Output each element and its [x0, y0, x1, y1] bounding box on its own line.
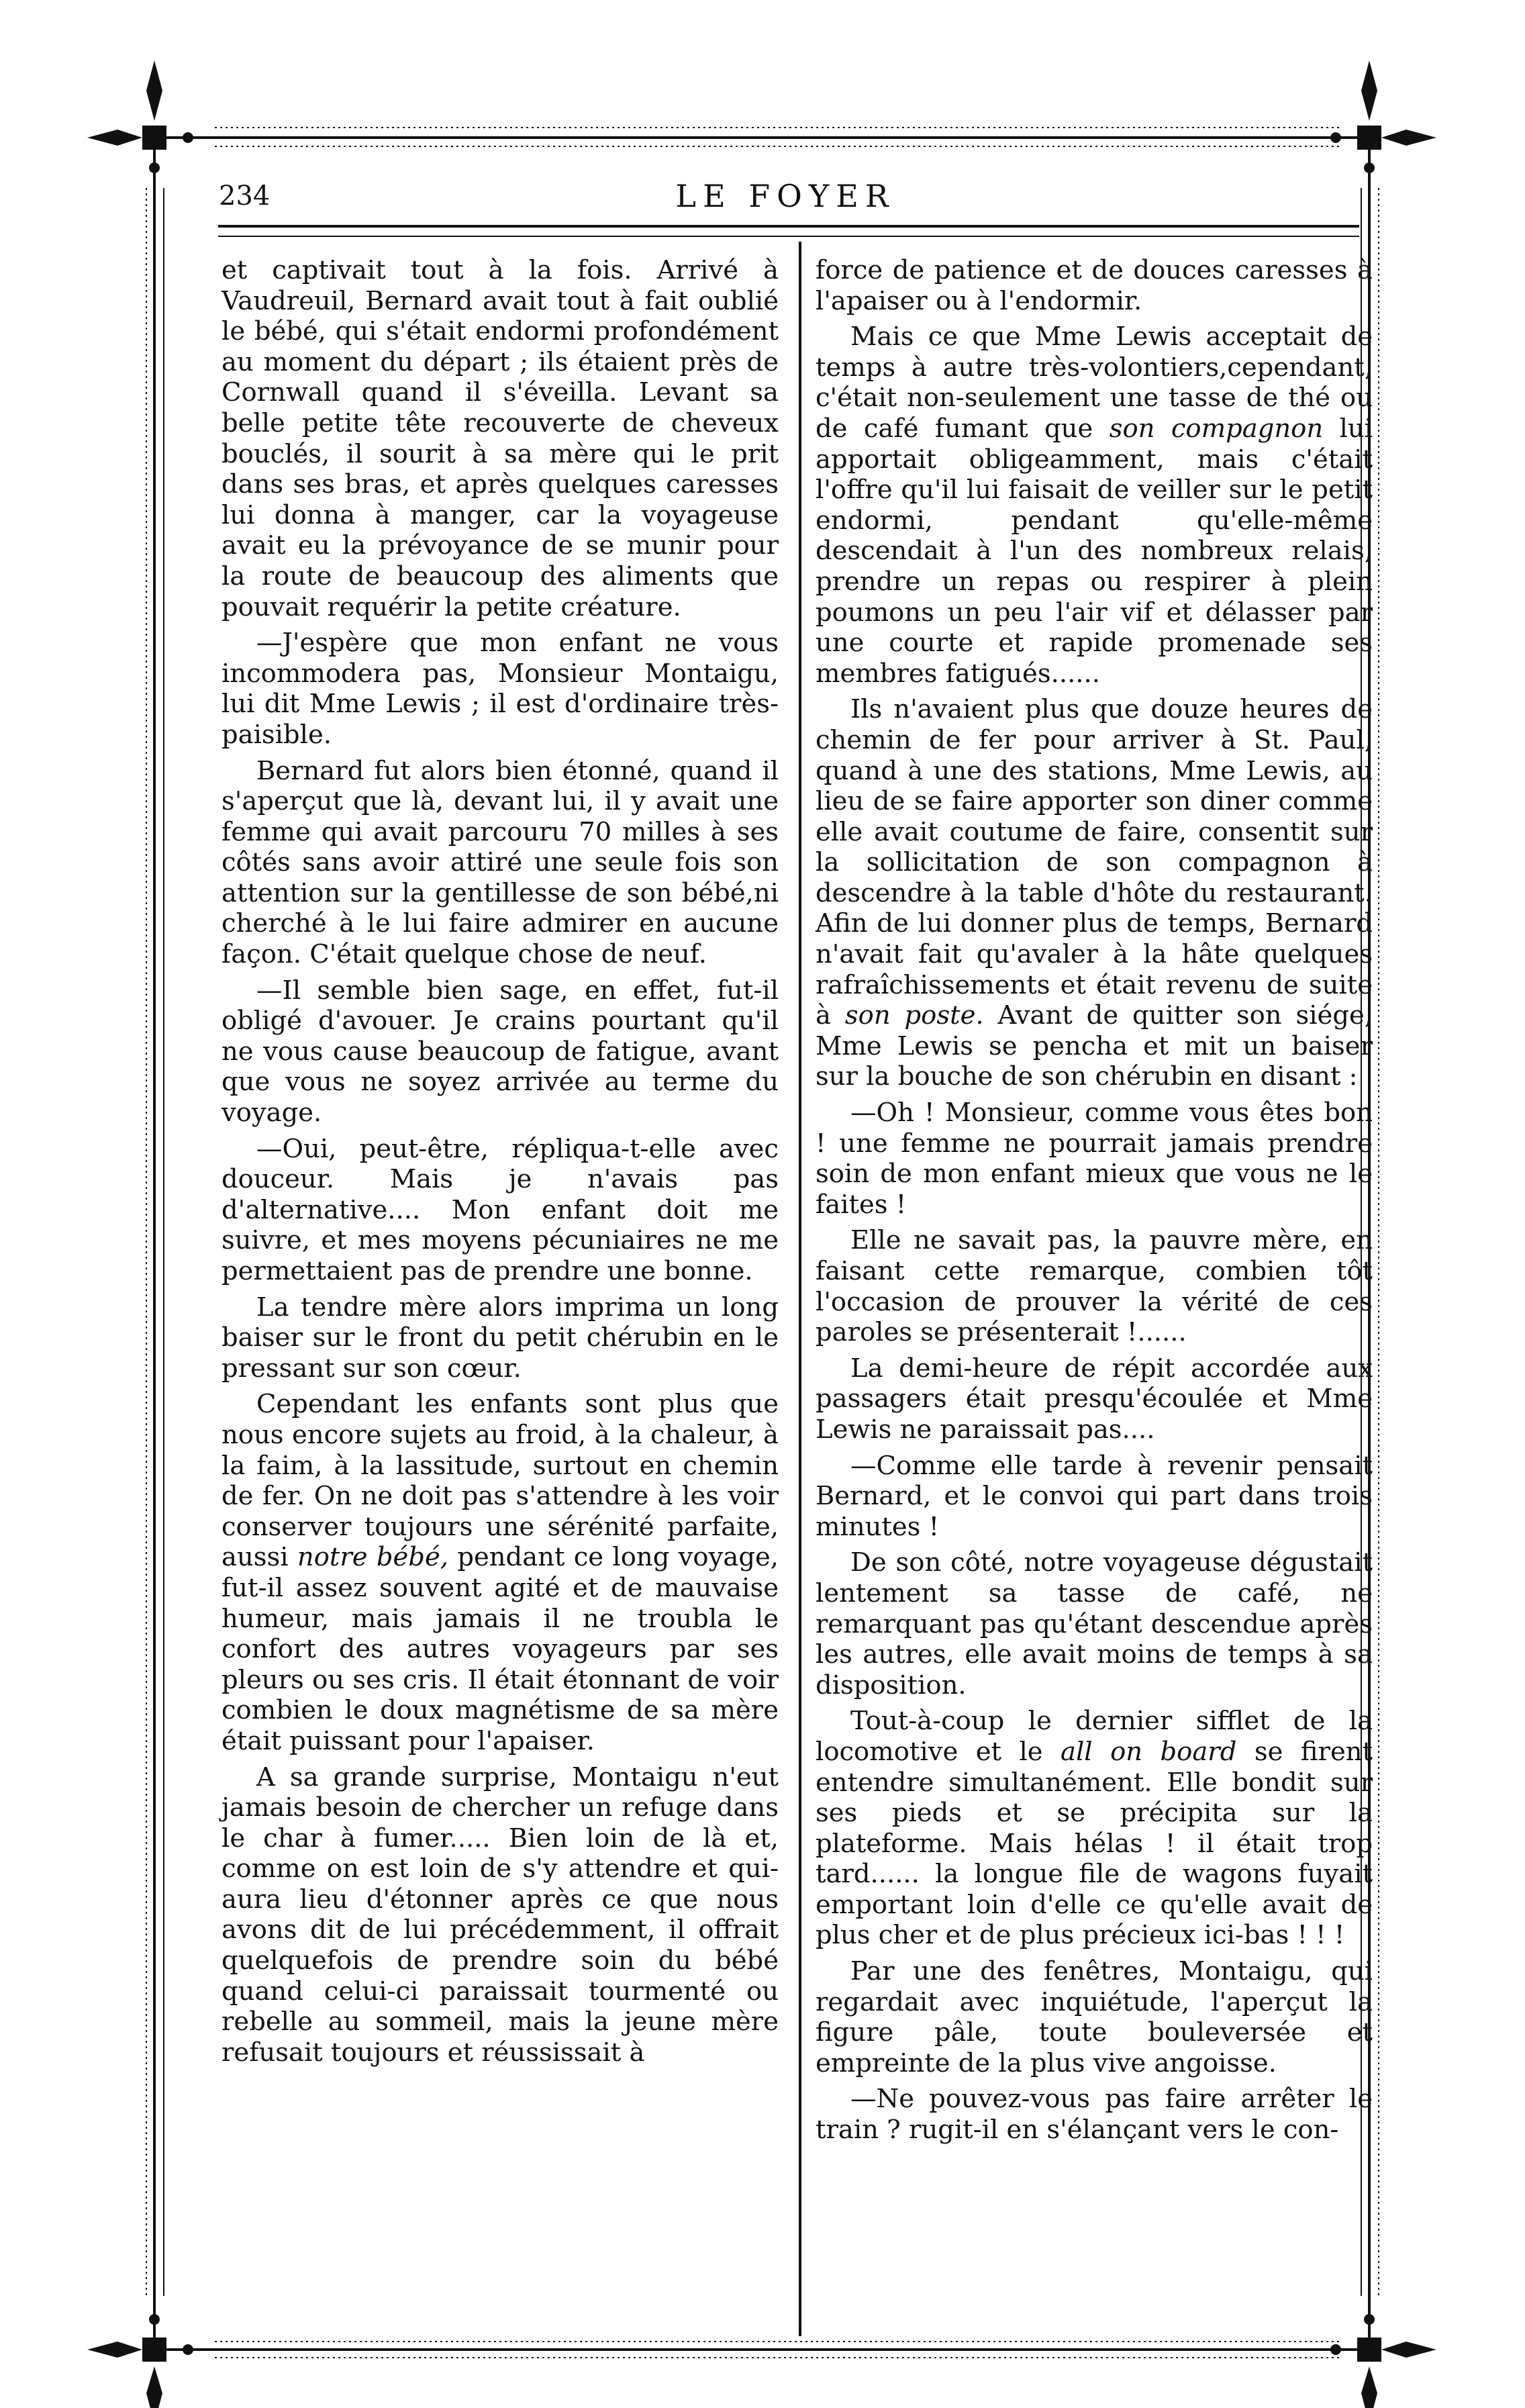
italic-run: notre bébé, — [297, 1542, 448, 1573]
paragraph: A sa grande surprise, Montaigu n'eut jamais besoin de chercher un refuge dans le char à fumer..... Bien loin de là et, comme on est loin de s'y attendre et qui-aura lieu d'étonner après ce que nous avons dit de lui précédemment, il offrait quelquefois de prendre soin du bébé quand celui-ci paraissait tourmenté ou rebelle au sommeil, mais la jeune mère refusait toujours et réussissait à — [222, 1762, 779, 2068]
left-column — [222, 255, 779, 2323]
paragraph: —Oui, peut-être, répliqua-t-elle avec douceur. Mais je n'avais pas d'alternative.... Mon enfant doit me suivre, et mes moyens pécuniaires ne me permettaient pas de prendre une bonne. — [222, 1133, 779, 1286]
italic-run: son poste. — [844, 1000, 984, 1031]
paragraph — [816, 1706, 1373, 1951]
paragraph: La tendre mère alors imprima un long baiser sur le front du petit chérubin en le pressant sur son cœur. — [222, 1292, 779, 1384]
fleuron-icon — [87, 2314, 193, 2408]
running-title: LE FOYER — [675, 178, 895, 214]
fleuron-icon — [1330, 60, 1436, 173]
paragraph: Bernard fut alors bien étonné, quand il s'aperçut que là, devant lui, il y avait une femme qui avait parcouru 70 milles à ses côtés sans avoir attiré une seule fois son attention sur la gentillesse de son bébé,ni cherché à le lui faire admirer en aucune façon. C'était quelque chose de neuf. — [222, 755, 779, 970]
text-run: Mais ce que Mme Lewis acceptait de temps à autre très-volontiers,cependant, c'était non-seulement une tasse de thé ou de café fumant que — [816, 322, 1373, 444]
paragraph: et captivait tout à la fois. Arrivé à Vaudreuil, Bernard avait tout à fait oublié le bébé, qui s'était endormi profondément au moment du départ ; ils étaient près de Cornwall quand il s'éveilla. Levant sa belle petite tête recouverte de cheveux bouclés, il sourit à sa mère qui le prit dans ses bras, et après quelques caresses lui donna à manger, car la voyageuse avait eu la prévoyance de se munir pour la route de beaucoup des aliments que pouvait requérir la petite créature. — [222, 255, 779, 622]
italic-run: son compagnon — [1109, 413, 1324, 444]
text-run: se firent entendre simultanément. Elle bondit sur ses pieds et se précipita sur la plateforme. Mais hélas ! il était trop tard...... la longue file de wagons fuyait emportant loin d'elle ce qu'elle avait de plus cher et de plus précieux ici-bas ! ! ! — [816, 1736, 1373, 1951]
paragraph: —Il semble bien sage, en effet, fut-il obligé d'avouer. Je crains pourtant qu'il ne vous cause beaucoup de fatigue, avant que vous ne soyez arrivée au terme du voyage. — [222, 975, 779, 1128]
paragraph: —Oh ! Monsieur, comme vous êtes bon ! une femme ne pourrait jamais prendre soin de mon enfant mieux que vous ne le faites ! — [816, 1098, 1373, 1220]
header-rule — [218, 225, 1359, 237]
fleuron-icon — [87, 60, 193, 173]
text-run: pendant ce long voyage, fut-il assez souvent agité et de mauvaise humeur, mais jamais il ne troubla le confort des autres voyageurs par ses pleurs ou ses cris. Il était étonnant de voir combien le doux magnétisme de sa mère était puissant pour l'apaiser. — [222, 1542, 779, 1756]
text-run: Avant de quitter son siége, Mme Lewis se pencha et mit un baiser sur la bouche de son chérubin en disant : — [816, 1000, 1373, 1092]
paragraph: De son côté, notre voyageuse dégustait lentement sa tasse de café, ne remarquant pas qu'étant descendue après les autres, elle avait moins de temps à sa disposition. — [816, 1547, 1373, 1700]
paragraph — [816, 694, 1373, 1092]
paragraph — [222, 1389, 779, 1756]
page-number: 234 — [219, 181, 270, 211]
column-divider — [799, 242, 801, 2336]
paragraph: Par une des fenêtres, Montaigu, qui regardait avec inquiétude, l'aperçut la figure pâle, toute bouleversée et empreinte de la plus vive angoisse. — [816, 1956, 1373, 2078]
paragraph: —Comme elle tarde à revenir pensait Bernard, et le convoi qui part dans trois minutes ! — [816, 1450, 1373, 1542]
paragraph: —Ne pouvez-vous pas faire arrêter le train ? rugit-il en s'élançant vers le con- — [816, 2084, 1373, 2146]
text-run: Cependant les enfants sont plus que nous encore sujets au froid, à la chaleur, à la faim, à la lassitude, surtout en chemin de fer. On ne doit pas s'attendre à les voir conserver toujours une sérénité parfaite, aussi — [222, 1389, 779, 1573]
italic-run: all on board — [1061, 1736, 1237, 1767]
paragraph: —J'espère que mon enfant ne vous incommodera pas, Monsieur Montaigu, lui dit Mme Lewis ; il est d'ordinaire très-paisible. — [222, 628, 779, 750]
text-run: Tout-à-coup le dernier sifflet de la locomotive et le — [816, 1706, 1373, 1767]
paragraph: force de patience et de douces caresses à l'apaiser ou à l'endormir. — [816, 255, 1373, 316]
running-head — [215, 171, 1356, 218]
right-column — [816, 255, 1373, 2323]
text-run: lui apportait obligeamment, mais c'était l'offre qu'il lui faisait de veiller sur le petit endormi, pendant qu'elle-même descendait à l'un des nombreux relais, prendre un repas ou respirer à plein poumons un peu l'air vif et délasser par une courte et rapide promenade ses membres fatigués...... — [816, 413, 1373, 689]
text-run: Ils n'avaient plus que douze heures de chemin de fer pour arriver à St. Paul, quand à une des stations, Mme Lewis, au lieu de se faire apporter son diner comme elle avait coutume de faire, consentit sur la sollicitation de son compagnon à descendre à la table d'hôte du restaurant. Afin de lui donner plus de temps, Bernard n'avait fait qu'avaler à la hâte quelques rafraîchissements et était revenu de suite à — [816, 694, 1373, 1031]
paragraph: La demi-heure de répit accordée aux passagers était presqu'écoulée et Mme Lewis ne paraissait pas.... — [816, 1353, 1373, 1445]
paragraph — [816, 322, 1373, 689]
fleuron-icon — [1330, 2314, 1436, 2408]
paragraph: Elle ne savait pas, la pauvre mère, en faisant cette remarque, combien tôt l'occasion de prouver la vérité de ces paroles se présenterait !...... — [816, 1225, 1373, 1348]
